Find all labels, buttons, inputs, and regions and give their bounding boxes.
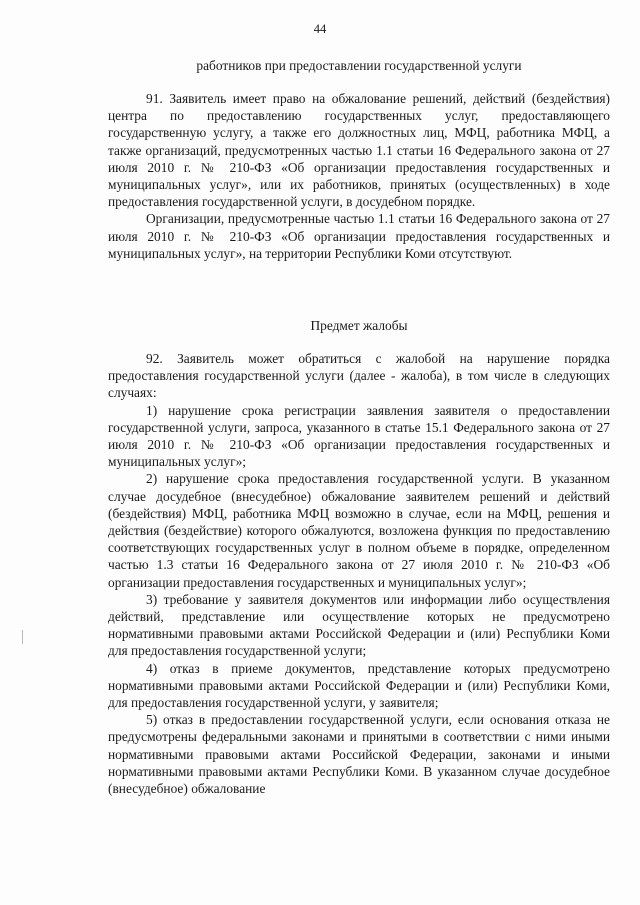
text-block-top (108, 90, 610, 262)
paragraph-organizations: Организации, предусмотренные частью 1.1 статьи 16 Федерального закона от 27 июля 2010 г. № 210-ФЗ «Об организации предоставления государственных и муниципальных услуг», на территории Республики Коми отсутствуют. (108, 211, 610, 261)
scan-edge-mark (22, 630, 23, 644)
text-block-bottom (108, 350, 610, 797)
list-item-1: 1) нарушение срока регистрации заявления заявителя о предоставлении государственной услуги, запроса, указанного в статье 15.1 Федерального закона от 27 июля 2010 г. № 210-ФЗ «Об организации предоставления государственных и муниципальных услуг»; (108, 402, 610, 470)
list-item-2: 2) нарушение срока предоставления государственной услуги. В указанном случае досудебное (внесудебное) обжалование заявителем решений и действий (бездействия) МФЦ, работника МФЦ возможно в случае, если на МФЦ, решения и действия (бездействие) которого обжалуются, возложена функция по предоставлению соответствующих государственных услуг в полном объеме в порядке, определенном частью 1.3 статьи 16 Федерального закона от 27 июля 2010 г. № 210-ФЗ «Об организации предоставления государственных и муниципальных услуг»; (108, 471, 610, 590)
list-item-3: 3) требование у заявителя документов или информации либо осуществления действий, представление или осуществление которых не предусмотрено нормативными правовыми актами Российской Федерации и (или) Республики Коми для предоставления государственной услуги; (108, 591, 610, 659)
page-number: 44 (313, 22, 327, 36)
continuation-heading: работников при предоставлении государственной услуги (196, 58, 522, 73)
list-item-4: 4) отказ в приеме документов, представление которых предусмотрено нормативными правовыми актами Российской Федерации и (или) Республики Коми, для предоставления государственной услуги, у заявителя; (108, 660, 610, 711)
section-heading: Предмет жалобы (310, 318, 408, 333)
paragraph-92: 92. Заявитель может обратиться с жалобой на нарушение порядка предоставления государственной услуги (далее - жалоба), в том числе в следующих случаях: (108, 351, 610, 401)
paragraph-91: 91. Заявитель имеет право на обжалование решений, действий (бездействия) центра по предоставлению государственных услуг, предоставляющего государственную услугу, а также его должностных лиц, МФЦ, работника МФЦ, а также организаций, предусмотренных частью 1.1 статьи 16 Федерального закона от 27 июля 2010 г. № 210-ФЗ «Об организации предоставления государственных и муниципальных услуг», или их работников, принятых (осуществленных) в ходе предоставления государственной услуги, в досудебном порядке. (108, 91, 610, 210)
list-item-5: 5) отказ в предоставлении государственной услуги, если основания отказа не предусмотрены федеральными законами и принятыми в соответствии с ними иными нормативными правовыми актами Российской Федерации, законами и иными нормативными правовыми актами Республики Коми. В указанном случае досудебное (внесудебное) обжалование (108, 712, 610, 797)
